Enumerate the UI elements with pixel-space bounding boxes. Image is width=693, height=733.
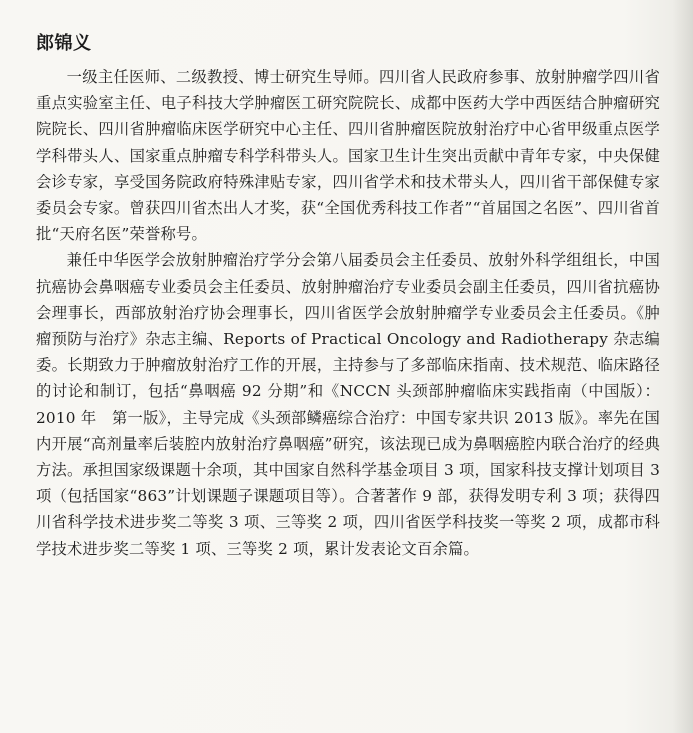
biography-paragraph-roles: 兼任中华医学会放射肿瘤治疗学分会第八届委员会主任委员、放射外科学组组长，中国抗癌协会鼻咽癌专业委员会主任委员、放射肿瘤治疗专业委员会副主任委员，四川省抗癌协会理事长，西部放射治疗协会理事长，四川省医学会放射肿瘤学专业委员会主任委员。《肿瘤预防与治疗》杂志主编、Reports of Practical Oncology and Radiotherapy 杂志编委。长期致力于肿瘤放射治疗工作的开展，主持参与了多部临床指南、技术规范、临床路径的讨论和制订，包括“鼻咽癌 92 分期”和《NCCN 头颈部肿瘤临床实践指南（中国版）：2010 年 第一版》，主导完成《头颈部鳞癌综合治疗：中国专家共识 2013 版》。率先在国内开展“高剂量率后装腔内放射治疗鼻咽癌”研究，该法现已成为鼻咽癌腔内联合治疗的经典方法。承担国家级课题十余项，其中国家自然科学基金项目 3 项，国家科技支撑计划项目 3 项（包括国家“863”计划课题子课题项目等）。合著著作 9 部，获得发明专利 3 项；获得四川省科学技术进步奖二等奖 3 项、三等奖 2 项，四川省医学科技奖一等奖 2 项，成都市科学技术进步奖二等奖 1 项、三等奖 2 项，累计发表论文百余篇。	[36, 251, 660, 558]
person-name: 郎锦义	[36, 33, 92, 54]
biography-paragraph-titles: 一级主任医师、二级教授、博士研究生导师。四川省人民政府参事、放射肿瘤学四川省重点实验室主任、电子科技大学肿瘤医工研究院院长、成都中医药大学中西医结合肿瘤研究院院长、四川省肿瘤临床医学研究中心主任、四川省肿瘤医院放射治疗中心省甲级重点医学学科带头人、国家重点肿瘤专科学科带头人。国家卫生计生突出贡献中青年专家，中央保健会诊专家，享受国务院政府特殊津贴专家，四川省学术和技术带头人，四川省干部保健专家委员会专家。曾获四川省杰出人才奖，获“全国优秀科技工作者”“首届国之名医”、四川省首批“天府名医”荣誉称号。	[36, 68, 660, 244]
biography-section	[36, 32, 660, 562]
